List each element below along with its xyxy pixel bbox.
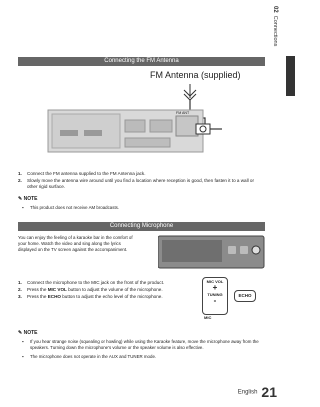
list-item: 1. Connect the microphone to the MIC jack on the front of the product.	[18, 280, 165, 285]
list-item: 3. Press the ECHO button to adjust the echo level of the microphone.	[18, 294, 163, 300]
fm-ant-jack-label: FM ANT	[176, 111, 190, 115]
list-item: ▪ This product does not receive AM broadcasts.	[22, 205, 120, 210]
mic-steps	[18, 280, 188, 302]
mic-intro: You can enjoy the feeling of a karaoke bar in the comfort of your home. Watch the video and sing along the lyrics displayed on the TV screen against the accompaniment.	[18, 235, 133, 252]
note-icon: ✎	[18, 196, 23, 202]
list-item: ▪ If you hear strange noise (squealing or howling) while using the Karaoke feature, move the microphone away from the speakers. Turning down the microphone's volume or the speaker volume is also effective.	[22, 339, 259, 350]
list-item: 2. Press the MIC VOL button to adjust the volume of the microphone.	[18, 287, 163, 293]
fm-note-body	[22, 205, 262, 211]
side-tab-label	[268, 6, 282, 86]
side-tab-marker	[286, 56, 295, 96]
note-icon: ✎	[18, 330, 23, 336]
chapter-title: Connections	[272, 15, 278, 47]
fm-antenna-caption: FM Antenna (supplied)	[150, 70, 241, 80]
fm-note-title: ✎ NOTE	[18, 196, 38, 202]
footer-language: English	[237, 389, 258, 396]
list-item: 2. Slowly move the antenna wire around until you find a location where reception is good, then fasten it to a wall or other rigid surface.	[18, 178, 255, 190]
mic-label: MIC	[204, 315, 212, 320]
mic-note-title: ✎ NOTE	[18, 330, 38, 336]
fm-steps	[18, 171, 263, 192]
list-item: 1. Connect the FM antenna supplied to the FM Antenna jack.	[18, 171, 146, 176]
front-panel-diagram	[158, 232, 266, 272]
page-number: 21	[261, 384, 277, 400]
mic-section-title: Connecting Microphone	[18, 222, 265, 231]
fm-antenna-diagram	[0, 80, 280, 165]
page-footer	[238, 384, 277, 400]
chapter-number: 02	[272, 6, 278, 13]
mic-note-body	[22, 339, 264, 360]
mic-vol-button: MIC VOL + TUNING -	[202, 277, 228, 315]
list-item: ▪ The microphone does not operate in the AUX and TUNER mode.	[22, 354, 157, 359]
echo-button: ECHO	[234, 290, 256, 302]
fm-section-title: Connecting the FM Antenna	[18, 57, 265, 66]
